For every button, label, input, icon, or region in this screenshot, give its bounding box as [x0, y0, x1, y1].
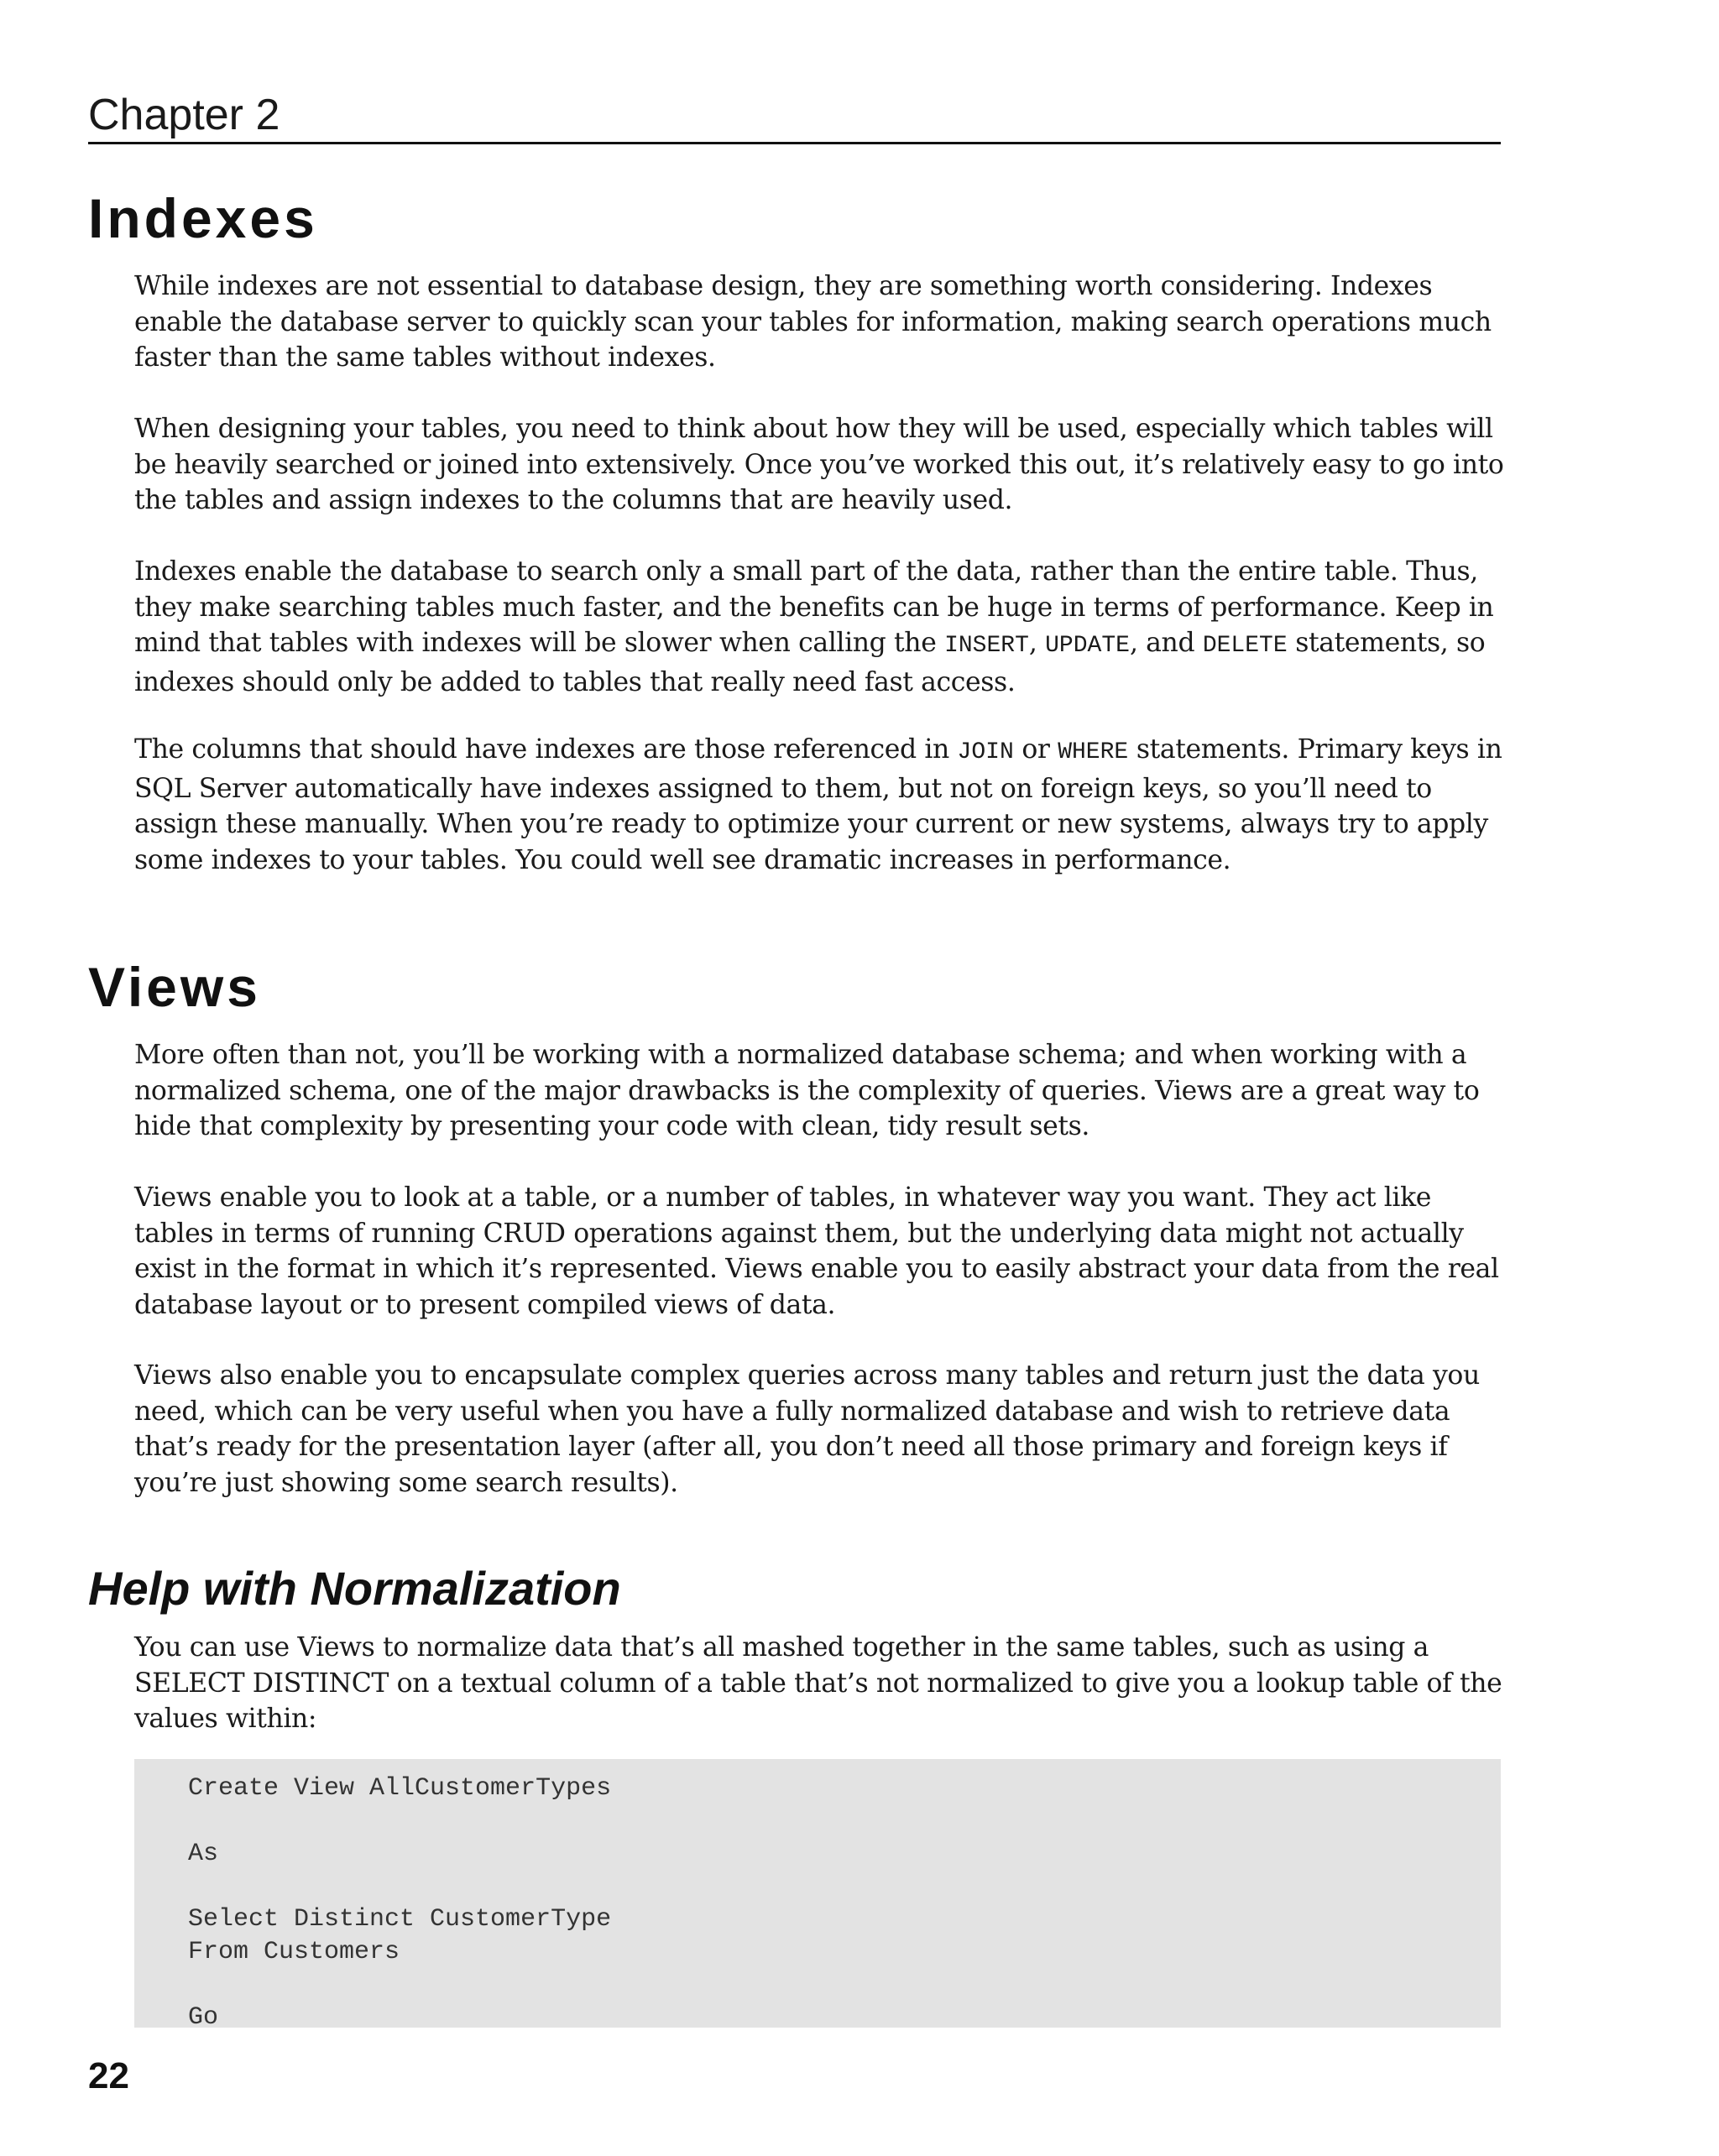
views-heading: Views: [88, 956, 261, 1018]
code-keyword-update: UPDATE: [1045, 633, 1130, 659]
code-line: As: [188, 1840, 219, 1868]
text-run: , and: [1129, 628, 1203, 658]
text-run: Indexes enable the database to search only a small part of the data, rather than the entire table. Thus, they make searching tables much faster, and the benefits can be huge in terms of performance. Keep in mind that tables with indexes will be slower when calling the: [134, 556, 1494, 658]
code-line: From Customers: [188, 1938, 400, 1966]
code-line: [188, 1805, 1501, 1838]
views-paragraph-2: Views enable you to look at a table, or a number of tables, in whatever way you want. They act like tables in terms of running CRUD operations against them, but the underlying data might not actually exist in the format in which it’s represented. Views enable you to easily abstract your data from the real database layout or to present compiled views of data.: [134, 1182, 1499, 1320]
code-keyword-join: JOIN: [957, 739, 1014, 765]
text-run: The columns that should have indexes are those referenced in: [134, 734, 958, 765]
chapter-label: Chapter 2: [88, 91, 280, 139]
views-paragraph-3: Views also enable you to encapsulate complex queries across many tables and return just the data you need, which can be very useful when you have a fully normalized database and wish to retrieve data that’s ready for the presentation layer (after all, you don’t need all those primary and foreign keys if you’re just showing some search results).: [134, 1360, 1480, 1498]
indexes-paragraph-4: [134, 732, 1511, 878]
code-line: [188, 1969, 1501, 2002]
indexes-paragraph-3: [134, 554, 1511, 700]
chapter-header: [88, 87, 1501, 144]
code-keyword-delete: DELETE: [1202, 633, 1288, 659]
code-block: [134, 1759, 1501, 2032]
text-run: ,: [1028, 628, 1046, 658]
views-paragraph-1: More often than not, you’ll be working with a normalized database schema; and when working with a normalized schema, one of the major drawbacks is the complexity of queries. Views are a great way to hide that complexity by presenting your code with clean, tidy result sets.: [134, 1040, 1480, 1141]
code-line: Create View AllCustomerTypes: [188, 1774, 612, 1803]
text-run: statements, so indexes should only be added to tables that really need fast access.: [134, 628, 1486, 697]
indexes-heading: Indexes: [88, 187, 318, 249]
text-run: statements. Primary keys in SQL Server automatically have indexes assigned to them, but not on foreign keys, so you’ll need to assign these manually. When you’re ready to optimize your current or new systems, always try to apply some indexes to your tables. You could well see dramatic increases in performance.: [134, 734, 1502, 875]
normalization-paragraph-1: You can use Views to normalize data that’s all mashed together in the same tables, such as using a SELECT DISTINCT on a textual column of a table that’s not normalized to give you a lookup table of the values within:: [134, 1632, 1502, 1734]
page-number: 22: [88, 2055, 129, 2096]
code-keyword-where: WHERE: [1058, 739, 1129, 765]
indexes-paragraph-2: When designing your tables, you need to think about how they will be used, especially which tables will be heavily searched or joined into extensively. Once you’ve worked this out, it’s relatively easy to go into the tables and assign indexes to the columns that are heavily used.: [134, 414, 1504, 515]
code-line: Select Distinct CustomerType: [188, 1905, 612, 1934]
text-run: or: [1013, 734, 1058, 765]
code-line: Go: [188, 2003, 219, 2032]
code-keyword-insert: INSERT: [944, 633, 1029, 659]
normalization-heading: Help with Normalization: [88, 1562, 621, 1615]
indexes-paragraph-1: While indexes are not essential to database design, they are something worth considering. Indexes enable the database server to quickly scan your tables for information, making search operations much faster than the same tables without indexes.: [134, 271, 1492, 373]
code-line: [188, 1871, 1501, 1903]
